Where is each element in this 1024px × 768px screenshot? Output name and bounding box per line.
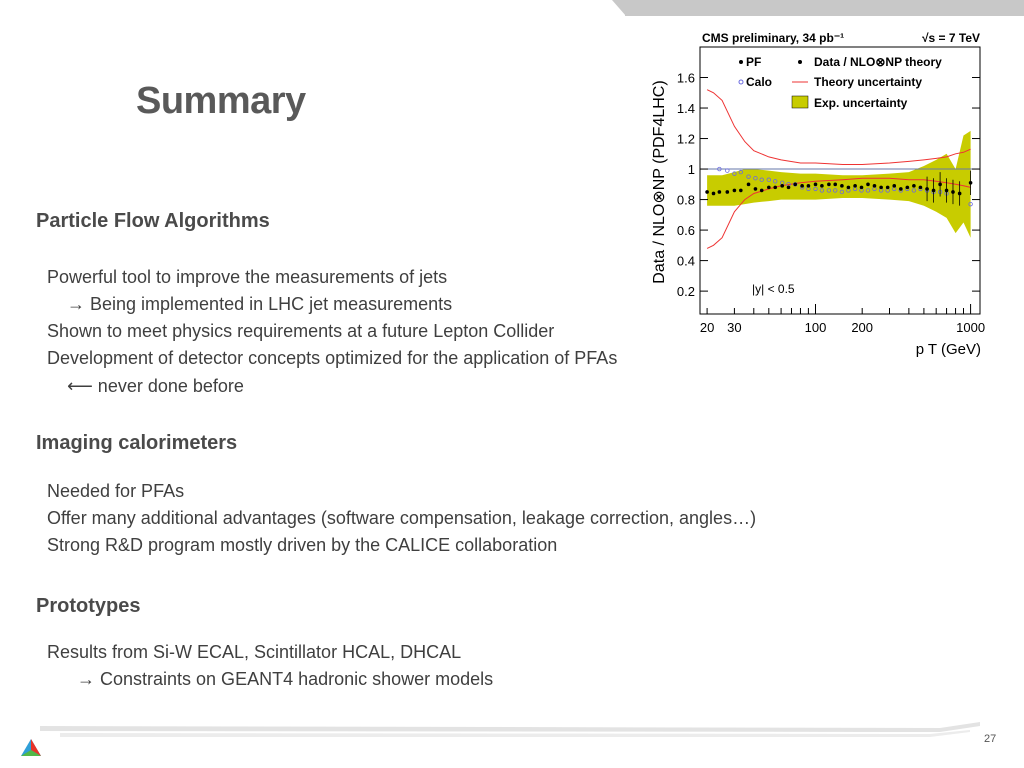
cms-ratio-chart (640, 22, 990, 367)
pf-point (754, 187, 758, 191)
y-axis-label: Data / NLO⊗NP (PDF4LHC) (651, 80, 668, 284)
bullet-line: Powerful tool to improve the measurements of jets (47, 267, 448, 287)
pf-point (807, 184, 811, 188)
pf-point (767, 186, 771, 190)
bullet-line: Shown to meet physics requirements at a future Lepton Collider (47, 321, 555, 341)
pf-point (820, 184, 824, 188)
legend-label: Calo (746, 75, 773, 89)
sub-bullet-line: → Being implemented in LHC jet measurements (67, 294, 453, 314)
pf-point (773, 186, 777, 190)
pf-point (879, 186, 883, 190)
x-axis-label: p T (GeV) (915, 341, 981, 358)
section-heading-pfa: Particle Flow Algorithms (36, 210, 270, 232)
bullet-line: Strong R&D program mostly driven by the CALICE collaboration (47, 535, 558, 555)
pf-point (938, 183, 942, 187)
pf-point (892, 184, 896, 188)
bullet-line: Needed for PFAs (47, 481, 185, 501)
pf-point (932, 189, 936, 193)
slide-title: Summary (136, 80, 306, 122)
rapidity-annotation: |y| < 0.5 (752, 282, 795, 296)
pf-point (925, 187, 929, 191)
exp-uncertainty-band (707, 131, 971, 238)
pf-point (800, 184, 804, 188)
header-bar-accent (612, 0, 626, 16)
argonne-logo-icon (20, 737, 42, 759)
pf-point (847, 186, 851, 190)
pf-point (780, 184, 784, 188)
pf-point (919, 186, 923, 190)
section-heading-imaging: Imaging calorimeters (36, 432, 238, 454)
y-tick-label: 0.2 (676, 284, 695, 300)
y-tick-label: 1 (687, 162, 695, 178)
y-tick-label: 1.6 (676, 70, 695, 86)
section-heading-prototypes: Prototypes (36, 595, 141, 617)
x-tick-label: 30 (727, 320, 742, 335)
pf-point (733, 189, 737, 193)
chart-title: CMS preliminary, 34 pb⁻¹ (702, 31, 845, 45)
x-tick-label: 20 (699, 320, 715, 335)
header-bar (625, 0, 1024, 16)
pf-point (760, 189, 764, 193)
pf-point (951, 190, 955, 194)
pf-point (840, 184, 844, 188)
pf-point (814, 183, 818, 187)
pf-point (866, 183, 870, 187)
legend-exp-swatch (792, 96, 808, 108)
legend-label: PF (746, 55, 762, 69)
pf-point (739, 189, 743, 193)
x-tick-label: 100 (804, 320, 827, 335)
legend-calo-marker (739, 80, 743, 84)
pf-point (827, 183, 831, 187)
pf-point (705, 190, 709, 194)
x-tick-label: 1000 (956, 320, 986, 335)
legend-pf-marker (739, 60, 743, 64)
y-tick-label: 1.2 (676, 131, 695, 147)
pf-point (712, 192, 716, 196)
footer-swoosh (40, 718, 980, 742)
pf-point (969, 181, 973, 185)
y-tick-label: 0.4 (676, 253, 695, 269)
pf-point (958, 192, 962, 196)
legend-label: Theory uncertainty (814, 75, 923, 89)
legend-data-marker (798, 60, 802, 64)
legend-label: Exp. uncertainty (814, 96, 908, 110)
pf-point (747, 183, 751, 187)
pf-point (912, 184, 916, 188)
pf-point (886, 186, 890, 190)
y-tick-label: 1.4 (676, 101, 695, 117)
page-number: 27 (984, 733, 997, 745)
y-tick-label: 0.6 (676, 223, 695, 239)
legend-label: Data / NLO⊗NP theory (814, 55, 942, 69)
bullet-line: Development of detector concepts optimized for the application of PFAs (47, 348, 618, 368)
bullet-line: Results from Si-W ECAL, Scintillator HCAL, DHCAL (47, 642, 462, 662)
energy-label: √s = 7 TeV (921, 31, 980, 45)
pf-point (833, 183, 837, 187)
sub-bullet-line: ⟵ never done before (67, 376, 244, 396)
x-tick-label: 200 (851, 320, 874, 335)
pf-point (718, 190, 722, 194)
bullet-line: Offer many additional advantages (software compensation, leakage correction, angles…) (47, 508, 757, 528)
pf-point (787, 186, 791, 190)
pf-point (945, 189, 949, 193)
pf-point (853, 184, 857, 188)
pf-point (726, 190, 730, 194)
y-tick-label: 0.8 (676, 192, 695, 208)
sub-bullet-line: → Constraints on GEANT4 hadronic shower models (77, 669, 494, 689)
pf-point (793, 183, 797, 187)
pf-point (906, 186, 910, 190)
pf-point (873, 184, 877, 188)
pf-point (899, 187, 903, 191)
pf-point (860, 186, 864, 190)
